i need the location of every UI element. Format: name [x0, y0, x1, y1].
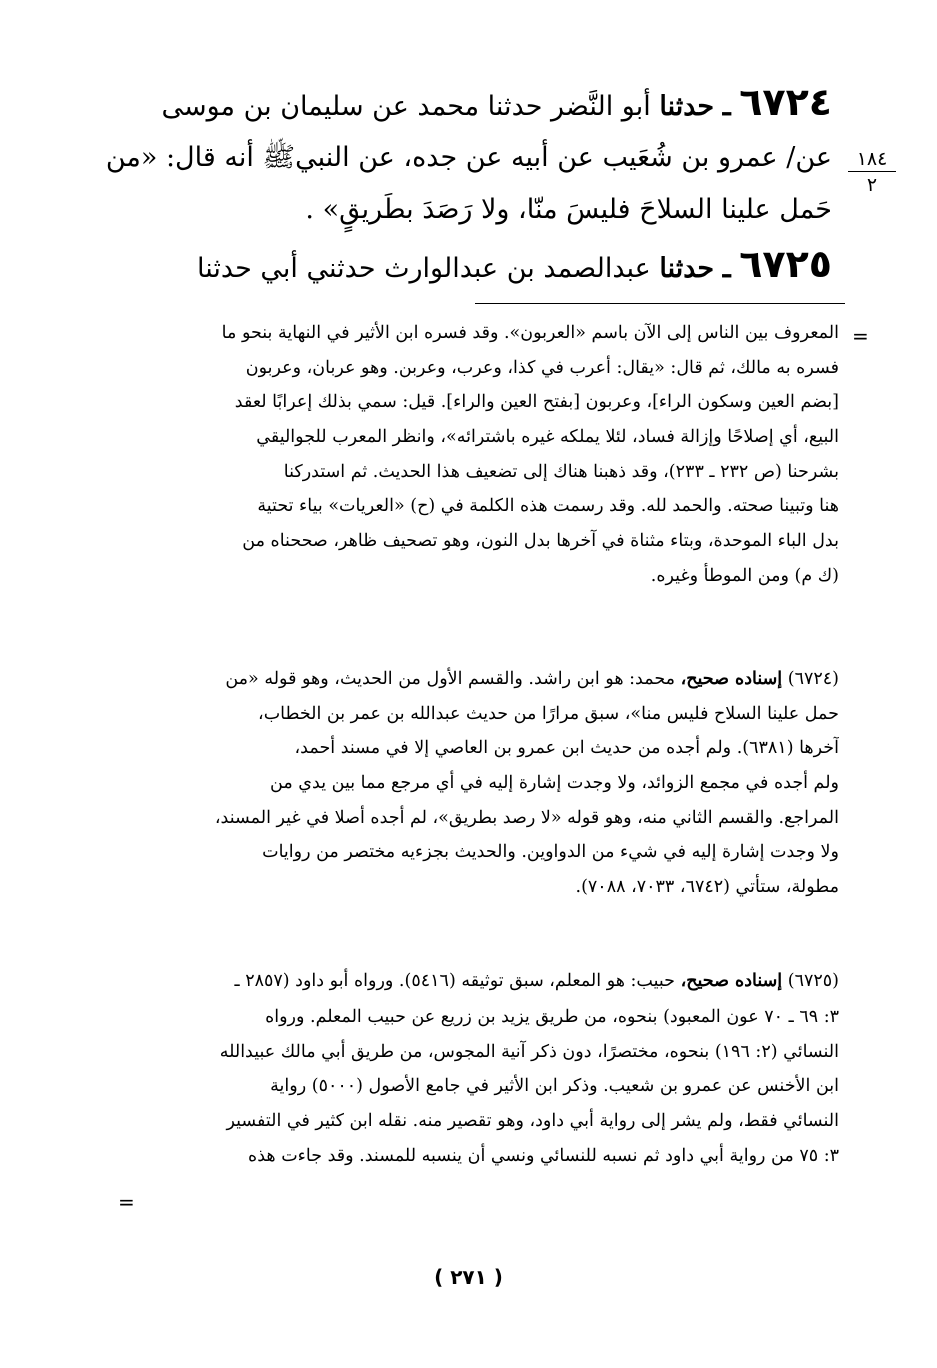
hadith-6724-text-1: أبو النَّضر حدثنا محمد عن سليمان بن موسى — [161, 91, 651, 122]
margin-ref-page: ٢ — [866, 174, 878, 196]
margin-ref-volume: ١٨٤ — [848, 148, 896, 172]
footnote-6724-head: إسناده صحيح، — [680, 669, 783, 689]
footnote-line: (ك م) ومن الموطأ وغيره. — [650, 565, 839, 586]
page-number: ( ٢٧١ ) — [434, 1265, 503, 1289]
footnote-line: ابن الأخنس عن عمرو بن شعيب. وذكر ابن الأثير في جامع الأصول (٥٠٠٠) رواية — [270, 1076, 839, 1097]
hadith-6724-line-1 — [161, 82, 832, 127]
footnote-separator-rule — [475, 303, 845, 304]
footnote-6724-ref: (٦٧٢٤) — [787, 669, 839, 689]
footnote-line: بشرحنا (ص ٢٣٢ ـ ٢٣٣)، وقد ذهبنا هناك إلى تضعيف هذا الحديث. ثم استدركنا — [283, 461, 839, 482]
hadith-6724-line-2: عن/ عمرو بن شُعَيب عن أبيه عن جده، عن النبيﷺ أنه قال: «من — [105, 142, 832, 173]
footnote-line: المعروف بين الناس إلى الآن باسم «العربون». وقد فسره ابن الأثير في النهاية بنحو ما — [221, 323, 839, 343]
footnote-line: [بضم العين وسكون الراء]، وعربون [بفتح العين والراء]. قيل: سمي بذلك إعرابًا لعقد — [234, 392, 839, 413]
footnote-6725-body — [135, 1000, 839, 1173]
footnote-line: ٣: ٧٥ من رواية أبي داود ثم نسبه للنسائي ونسي أن ينسبه للمسند. وقد جاءت هذه — [248, 1145, 839, 1166]
continuation-mark-bottom: = — [118, 1190, 135, 1214]
footnote-line: ٣: ٦٩ ـ ٧٠ عون المعبود) بنحوه، من طريق يزيد بن زريع عن حبيب المعلم. ورواه — [265, 1007, 839, 1027]
footnote-6724-body — [135, 697, 839, 905]
hadith-6725-separator: ـ — [722, 253, 731, 284]
footnote-line: مطولة، ستأتي (٦٧٤٢، ٧٠٣٣، ٧٠٨٨). — [575, 877, 839, 898]
footnote-line: ولم أجده في مجمع الزوائد، ولا وجدت إشارة إليه في أي مرجع مما بين يدي من — [270, 773, 839, 794]
hadith-6725-label: حدثنا — [659, 253, 715, 284]
footnote-6724 — [101, 662, 839, 697]
footnote-line: البيع، أي إصلاحًا وإزالة فساد، لئلا يملكه غيره باشترائه»، وانظر المعرب للجواليقي — [256, 427, 839, 448]
hadith-6725-line-1 — [197, 244, 832, 289]
hadith-6725-number: ٦٧٢٥ — [739, 242, 832, 286]
footnote-line: المراجع. والقسم الثاني منه، وهو قوله «لا رصد بطريق»، لم أجده أصلا في غير المسند، — [214, 807, 839, 828]
footnote-line: هنا وتبينا صحته. والحمد لله. وقد رسمت هذه الكلمة في (ح) «العريات» بياء تحتية — [257, 496, 839, 517]
hadith-6724-number: ٦٧٢٤ — [739, 80, 832, 124]
footnote-line — [101, 662, 839, 697]
footnote-line: بدل الباء الموحدة، وبتاء مثناة في آخرها بدل النون، وهو تصحيف ظاهر، صححناه من — [242, 531, 839, 552]
hadith-6724-separator: ـ — [722, 91, 731, 122]
footnote-line: النسائي (٢: ١٩٦) بنحوه، مختصرًا، دون ذكر آنية المجوس، من طريق أبي مالك عبيدالله — [219, 1041, 839, 1062]
footnote-line: ولا وجدت إشارة إليه في شيء من الدواوين. والحديث بجزءيه مختصر من روايات — [262, 842, 839, 863]
manuscript-page-reference — [848, 148, 896, 196]
footnote-6725-text: حبيب: هو المعلم، سبق توثيقه (٥٤١٦). ورواه أبو داود (٢٨٥٧ ـ — [234, 971, 675, 991]
footnote-line: فسره به مالك، ثم قال: «يقال: أعرب في كذا، وعرب، وعربن. وهو عربان، وعربون — [245, 357, 839, 378]
hadith-6724-label: حدثنا — [659, 91, 715, 122]
footnote-6725 — [101, 964, 839, 999]
footnote-line: آخرها (٦٣٨١). ولم أجده من حديث ابن عمرو بن العاصي إلا في مسند أحمد، — [294, 738, 839, 759]
hadith-6724-line-3: حَمل علينا السلاحَ فليسَ منّا، ولا رَصَدَ بطَريقٍ» . — [305, 194, 832, 225]
footnote-line: النسائي فقط، ولم يشر إلى رواية أبي داود، وهو تقصير منه. نقله ابن كثير في التفسير — [226, 1111, 839, 1132]
hadith-6725-text-1: عبدالصمد بن عبدالوارث حدثني أبي حدثنا — [197, 253, 651, 284]
footnote-continuation — [135, 316, 839, 594]
continuation-mark-top: = — [852, 324, 869, 348]
footnote-6725-ref: (٦٧٢٥) — [787, 971, 839, 991]
footnote-6724-text: محمد: هو ابن راشد. والقسم الأول من الحديث، وهو قوله «من — [225, 669, 675, 689]
footnote-line — [101, 964, 839, 999]
footnote-line: حمل علينا السلاح فليس منا»، سبق مرارًا من حديث عبدالله بن عمر بن الخطاب، — [258, 703, 839, 724]
footnote-6725-head: إسناده صحيح، — [680, 971, 783, 991]
